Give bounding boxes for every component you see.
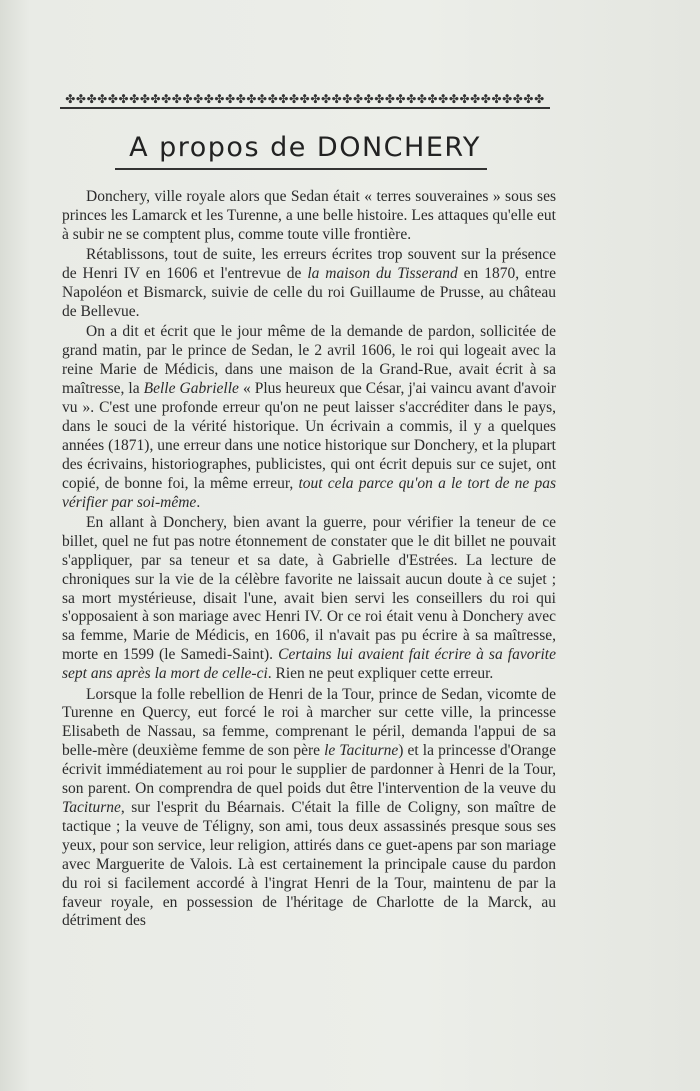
paragraph-5: Lorsque la folle rebellion de Henri de la Tour, prince de Sedan, vicomte de Turenne en Quercy, eut forcé le roi à marcher sur cette ville, la princesse Elisabeth de Nassau, sa femme, comprenant le péril, demanda l'appui de sa belle-mère (deuxième femme de son père le Taciturne) et la princesse d'Orange écrivit immédiatement au roi pour le supplier de pardonner à Henri de la Tour, son parent. On comprendra de quel poids dut être l'intervention de la veuve du Taciturne, sur l'esprit du Béarnais. C'était la fille de Coligny, son maître de tactique ; la veuve de Téligny, son ami, tous deux assassinés presque sous ses yeux, pour son service, leur religion, attirés dans ce guet-apens par son mariage avec Marguerite de Valois. Là est certainement la principale cause du pardon du roi si facilement accordé à l'ingrat Henri de la Tour, maintenu de par la faveur royale, en possession de l'héritage de Charlotte de la Marck, au détriment des	[62, 685, 556, 930]
page-title: A propos de DONCHERY	[129, 132, 481, 163]
paragraph-4: En allant à Donchery, bien avant la guerre, pour vérifier la teneur de ce billet, quel ne fut pas notre étonnement de constater que le dit billet ne pouvait s'appliquer, par sa teneur et sa date, à Gabrielle d'Estrées. La lecture de chroniques sur la vie de la célèbre favorite ne laissait aucun doute à ce sujet ; sa mort mystérieuse, disait l'une, avait bien servi les conseillers du roi qui s'opposaient à son mariage avec Henri IV. Or ce roi était venu à Donchery avec sa femme, Marie de Médicis, en 1606, il n'avait pas pu écrire à sa maîtresse, morte en 1599 (le Samedi-Saint). Certains lui avaient fait écrire à sa favorite sept ans après la mort de celle-ci. Rien ne peut expliquer cette erreur.	[62, 513, 556, 683]
ornament-row: ✤✤✤✤✤✤✤✤✤✤✤✤✤✤✤✤✤✤✤✤✤✤✤✤✤✤✤✤✤✤✤✤✤✤✤✤✤✤✤✤✤✤✤✤✤	[65, 92, 545, 106]
header-rule	[60, 107, 550, 109]
decorative-header-border	[60, 92, 550, 114]
paragraph-1: Donchery, ville royale alors que Sedan était « terres souveraines » sous ses princes les Lamarck et les Turenne, a une belle histoire. Les attaques qu'elle eut à subir ne se comptent plus, comme toute ville frontière.	[62, 188, 556, 243]
title-underline	[115, 168, 487, 170]
paragraph-3: On a dit et écrit que le jour même de la demande de pardon, sollicitée de grand matin, par le prince de Sedan, le 2 avril 1606, le roi qui logeait avec la reine Marie de Médicis, dans une maison de la Grand-Rue, avait écrit à sa maîtresse, la Belle Gabrielle « Plus heureux que César, j'ai vaincu avant d'avoir vu ». C'est une profonde erreur qu'on ne peut laisser s'accréditer dans le pays, dans le souci de la vérité historique. Un écrivain a commis, il y a quelques années (1871), une erreur dans une notice historique sur Donchery, et la plupart des écrivains, historiographes, publicistes, qui ont écrit depuis sur ce sujet, ont copié, de bonne foi, la même erreur, tout cela parce qu'on a le tort de ne pas vérifier par soi-même.	[62, 323, 556, 511]
article-body	[62, 188, 556, 933]
paragraph-2: Rétablissons, tout de suite, les erreurs écrites trop souvent sur la présence de Henri IV en 1606 et l'entrevue de la maison du Tisserand en 1870, entre Napoléon et Bismarck, suivie de celle du roi Guillaume de Prusse, au château de Bellevue.	[62, 246, 556, 320]
